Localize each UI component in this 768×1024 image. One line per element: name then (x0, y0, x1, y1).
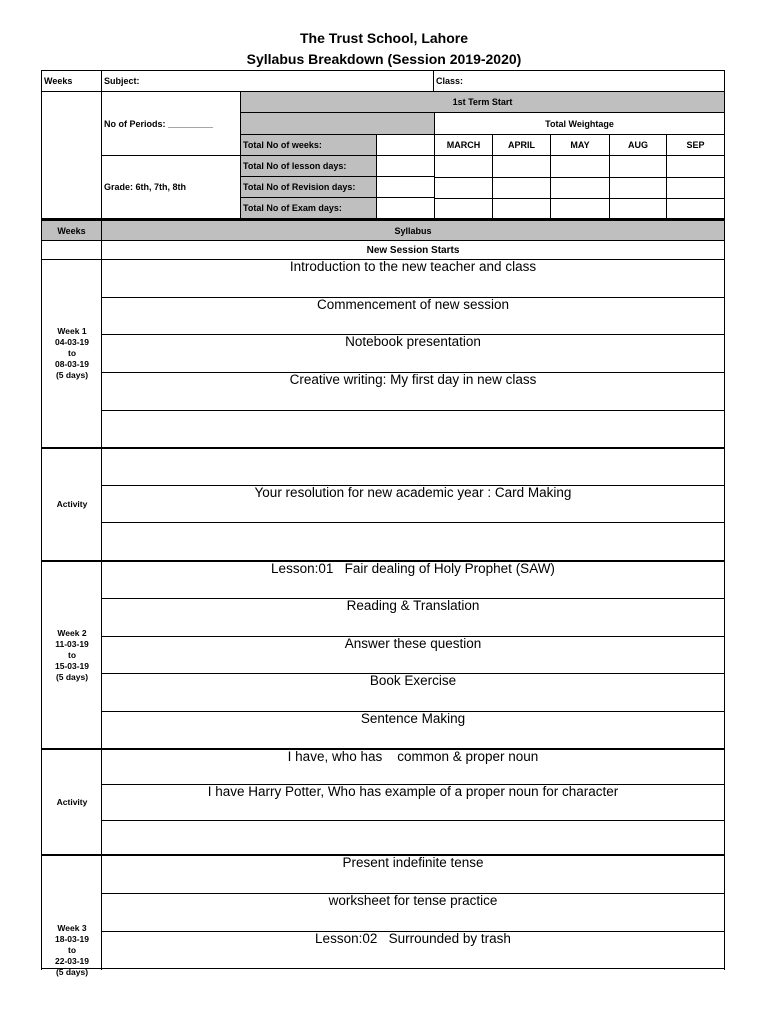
syllabus-row: Introduction to the new teacher and class (289, 259, 537, 274)
sep-cells[interactable] (666, 155, 725, 219)
lesson-days-label: Total No of lesson days: (240, 155, 377, 177)
subject-field[interactable]: Subject: (101, 70, 434, 92)
syllabus-row: Creative writing: My first day in new class (289, 372, 537, 387)
exam-days-label: Total No of Exam days: (240, 197, 377, 219)
weeks-header-cell: Weeks (41, 70, 102, 92)
total-weeks-value[interactable] (376, 134, 435, 156)
class-field[interactable]: Class: (433, 70, 725, 92)
new-session-row: New Session Starts (101, 240, 725, 260)
lesson-days-value[interactable] (376, 155, 435, 177)
month-aug: AUG (609, 134, 667, 156)
march-cells[interactable] (434, 155, 493, 219)
syllabus-row: Lesson:02 Surrounded by trash (315, 931, 511, 946)
syllabus-row: Book Exercise (369, 673, 457, 688)
month-march: MARCH (434, 134, 493, 156)
week-3-label: Week 3 18-03-19 to 22-03-19 (5 days) (54, 923, 90, 977)
month-may: MAY (550, 134, 610, 156)
syllabus-row: Sentence Making (360, 711, 466, 726)
document-subtitle: Syllabus Breakdown (Session 2019-2020) (246, 51, 522, 67)
new-session-weeks-cell (41, 240, 102, 260)
may-cells[interactable] (550, 155, 610, 219)
grey-blank-cell (240, 112, 435, 135)
grade-cell: Grade: 6th, 7th, 8th (101, 155, 241, 219)
week-2-label: Week 2 11-03-19 to 15-03-19 (5 days) (54, 628, 90, 682)
syllabus-row: Commencement of new session (316, 297, 510, 312)
revision-days-value[interactable] (376, 176, 435, 198)
activity-2-label: Activity (56, 797, 88, 807)
periods-field[interactable]: No of Periods: _________ (101, 91, 241, 156)
syllabus-row: Notebook presentation (345, 334, 481, 349)
syllabus-row: Reading & Translation (346, 598, 480, 613)
weeks-blank-cell (41, 91, 102, 219)
april-cells[interactable] (492, 155, 551, 219)
syllabus-row: Present indefinite tense (342, 855, 484, 870)
activity-1-label: Activity (56, 499, 88, 509)
syllabus-row: Lesson:01 Fair dealing of Holy Prophet (SAW) (271, 561, 555, 576)
activity-row: I have, who has common & proper noun (287, 749, 539, 764)
activity-row: I have Harry Potter, Who has example of a proper noun for character (207, 784, 619, 799)
total-weightage-header: Total Weightage (434, 112, 725, 135)
school-title: The Trust School, Lahore (299, 30, 469, 46)
month-april: APRIL (492, 134, 551, 156)
syllabus-row: worksheet for tense practice (328, 893, 498, 908)
activity-row: Your resolution for new academic year : Card Making (254, 485, 572, 500)
syllabus-header: Syllabus (101, 219, 725, 241)
syllabus-weeks-header: Weeks (41, 219, 102, 241)
aug-cells[interactable] (609, 155, 667, 219)
exam-days-value[interactable] (376, 197, 435, 219)
month-sep: SEP (666, 134, 725, 156)
syllabus-row: Answer these question (344, 636, 482, 651)
first-term-header: 1st Term Start (240, 91, 725, 113)
week-1-label: Week 1 04-03-19 to 08-03-19 (5 days) (54, 326, 90, 380)
revision-days-label: Total No of Revision days: (240, 176, 377, 198)
total-weeks-label: Total No of weeks: (240, 134, 377, 156)
